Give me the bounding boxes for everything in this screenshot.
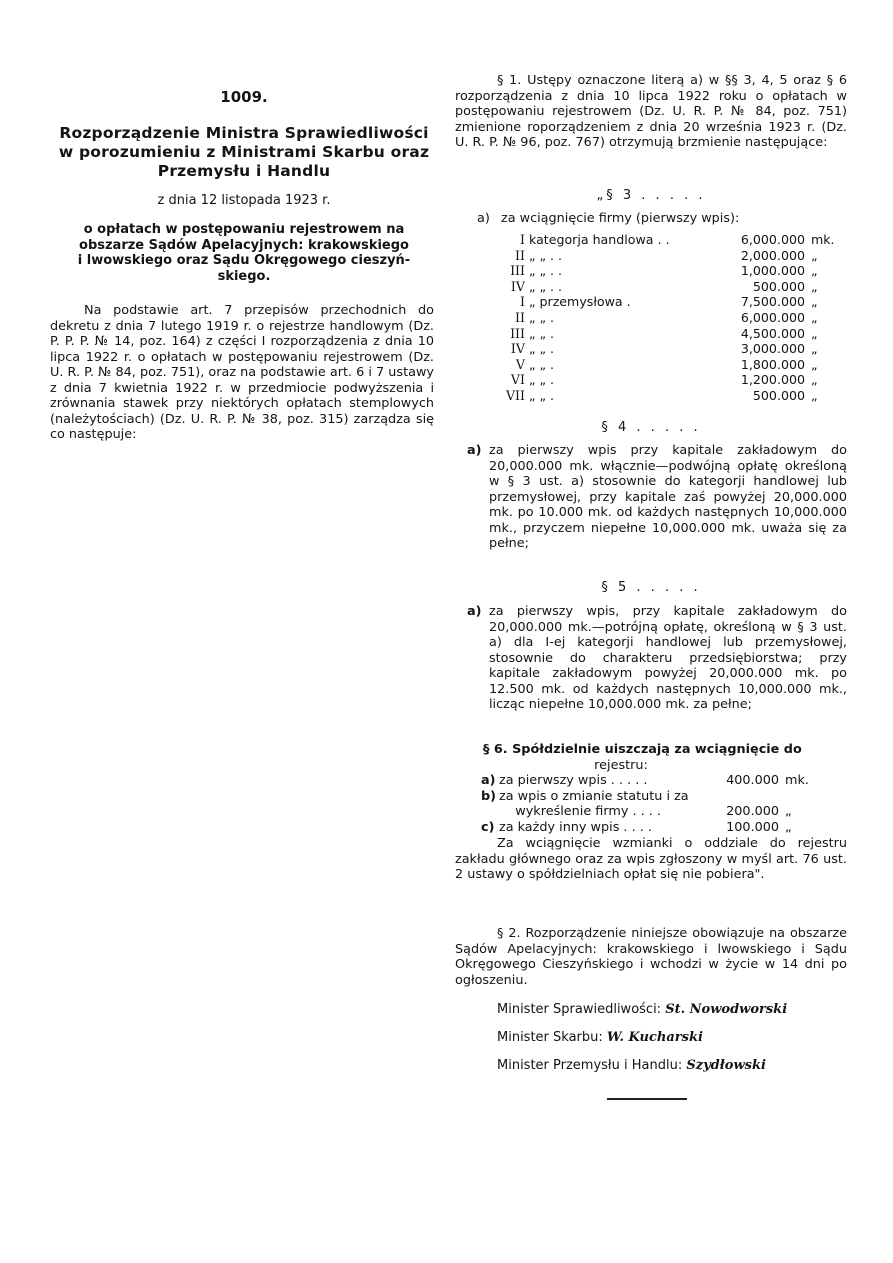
subject-line: o opłatach w postępowaniu rejestrowem na: [83, 222, 405, 237]
signature-role: Minister Sprawiedliwości:: [497, 1002, 662, 1017]
item-text: za pierwszy wpis przy kapitale zakładowym do 20,000.000 mk. włącznie—podwójną opłatę określoną w § 3 ust. a) stosownie do kategorji handlowej lub przemysłowej, przy kapitale zaś powyżej 20,000.000 mk. po 10.000 mk. od każdych następnych 10,000.000 mk., przyczem niepełne 10,000.000 mk. uważa się za pełne;: [489, 443, 847, 551]
title-line: Przemysłu i Handlu: [157, 162, 331, 180]
table-row: [491, 357, 847, 373]
section-6: [455, 742, 847, 883]
signature-line: [497, 1058, 766, 1073]
section-5-heading: § 5 . . . . .: [601, 580, 701, 595]
item-text: za każdy inny wpis . . . .: [499, 819, 652, 835]
item-label: a): [481, 773, 496, 788]
row-amount: 6,000.000: [740, 309, 805, 325]
row-category: „ „ .: [529, 372, 555, 388]
row-numeral: III: [510, 325, 525, 341]
row-numeral: III: [510, 263, 525, 279]
table-row: [491, 232, 847, 248]
item-label: c): [481, 819, 495, 835]
row-amount: 500.000: [752, 278, 805, 294]
row-unit: „: [811, 278, 818, 294]
row-unit: „: [811, 325, 818, 341]
row-category: „ „ . .: [529, 247, 563, 263]
section-4-heading: § 4 . . . . .: [601, 420, 701, 435]
row-unit: „: [811, 372, 818, 388]
row-amount: 6,000.000: [740, 232, 805, 247]
table-row: [491, 326, 847, 342]
row-category: „ przemysłowa .: [529, 294, 631, 310]
item-text: za wpis o zmianie statutu i za: [499, 788, 689, 804]
list-item: [455, 789, 847, 805]
section-4-item-a: [467, 443, 847, 552]
item-label: b): [481, 788, 497, 804]
subject-line: i lwowskiego oraz Sądu Okręgowego cieszyń-: [77, 253, 411, 268]
signature-name: W. Kucharski: [606, 1030, 703, 1045]
row-unit: „: [811, 341, 818, 357]
row-amount: 2,000.000: [740, 247, 805, 263]
subject-line: skiego.: [217, 268, 271, 284]
item-unit: „: [785, 804, 792, 820]
table-row: [491, 341, 847, 357]
row-unit: mk.: [811, 232, 835, 247]
section-6-title-cont: rejestru:: [594, 757, 648, 773]
row-unit: „: [811, 247, 818, 263]
table-row: [491, 279, 847, 295]
row-category: „ „ .: [529, 325, 555, 341]
item-label: a): [477, 211, 490, 226]
row-amount: 7,500.000: [740, 294, 805, 310]
row-numeral: VII: [505, 387, 525, 403]
section-6-title: § 6. Spółdzielnie uiszczają za wciągnięcie do: [483, 742, 802, 757]
row-unit: „: [811, 309, 818, 325]
signature-name: St. Nowodworski: [665, 1002, 788, 1017]
subject-line: obszarze Sądów Apelacyjnych: krakowskiego: [79, 237, 409, 253]
item-text: wykreślenie firmy . . . .: [499, 804, 661, 820]
document-number: 1009.: [220, 88, 268, 106]
row-amount: 3,000.000: [740, 341, 805, 357]
title-line: Rozporządzenie Ministra Sprawiedliwości: [59, 124, 429, 142]
item-unit: mk.: [785, 773, 809, 788]
title-line: w porozumieniu z Ministrami Skarbu oraz: [58, 143, 430, 161]
document-date: z dnia 12 listopada 1923 r.: [157, 193, 331, 208]
table-row: [491, 388, 847, 404]
section-3-item-a: [477, 211, 847, 227]
row-category: „ „ .: [529, 341, 555, 357]
row-category: „ „ .: [529, 356, 555, 372]
item-label: a): [467, 443, 482, 458]
list-item: [455, 804, 847, 820]
signature-line: [497, 1002, 787, 1017]
preamble-paragraph: Na podstawie art. 7 przepisów przechodnich do dekretu z dnia 7 lutego 1919 r. o rejestrze handlowym (Dz. P. P. P. № 14, poz. 164) z części I rozporządzenia z dnia 10 lipca 1922 r. o opłatach w postępowaniu rejestrowem (Dz. U. R. P. № 84, poz. 751), oraz na podstawie art. 6 i 7 ustawy z dnia 7 kwietnia 1922 r. w przedmiocie podwyższenia i zrównania stawek przy niektórych opłatach stemplowych (należytościach) (Dz. U. R. P. № 38, poz. 315) zarządza się co następuje:: [50, 303, 434, 442]
signature-role: Minister Skarbu:: [497, 1030, 603, 1045]
closing-rule: [607, 1098, 687, 1100]
row-numeral: IV: [510, 278, 525, 294]
item-amount: 400.000: [726, 773, 779, 788]
section-2-paragraph: § 2. Rozporządzenie niniejsze obowiązuje na obszarze Sądów Apelacyjnych: krakowskiego i lwowskiego i Sądu Okręgowego Cieszyńskiego i wchodzi w życie w 14 dni po ogłoszeniu.: [455, 926, 847, 988]
document-title: [50, 124, 438, 181]
table-row: [491, 263, 847, 279]
row-amount: 1,000.000: [740, 263, 805, 279]
item-text: za pierwszy wpis . . . . .: [499, 773, 648, 788]
row-numeral: IV: [510, 341, 525, 357]
row-amount: 1,200.000: [740, 372, 805, 388]
signature-name: Szydłowski: [686, 1058, 766, 1073]
row-numeral: V: [515, 356, 525, 372]
row-category: „ „ . .: [529, 278, 563, 294]
item-text: za wciągnięcie firmy (pierwszy wpis):: [501, 211, 740, 226]
row-category: kategorja handlowa . .: [529, 232, 670, 247]
table-row: [491, 248, 847, 264]
list-item: [455, 773, 847, 789]
row-amount: 500.000: [752, 387, 805, 403]
table-row: [491, 372, 847, 388]
row-numeral: II: [515, 247, 525, 263]
row-category: „ „ .: [529, 309, 555, 325]
item-amount: 100.000: [726, 819, 779, 835]
row-category: „ „ .: [529, 387, 555, 403]
row-unit: „: [811, 263, 818, 279]
table-row: [491, 294, 847, 310]
row-amount: 1,800.000: [740, 356, 805, 372]
section-3-heading: „§ 3 . . . . .: [596, 188, 706, 203]
document-subject: [50, 222, 438, 284]
signature-role: Minister Przemysłu i Handlu:: [497, 1058, 683, 1073]
row-unit: „: [811, 387, 818, 403]
row-unit: „: [811, 294, 818, 310]
row-numeral: I: [520, 294, 525, 310]
row-category: „ „ . .: [529, 263, 563, 279]
row-numeral: II: [515, 309, 525, 325]
item-text: za pierwszy wpis, przy kapitale zakładowym do 20,000.000 mk.—potrójną opłatę, określoną w § 3 ust. a) dla I-ej kategorji handlowej lub przemysłowej, stosownie do charakteru przedsiębiorstwa; przy kapitale zakładowym powyżej 20,000.000 mk. po 12.500 mk. od każdych następnych 10,000.000 mk., licząc niepełne 10,000.000 mk. za pełne;: [489, 604, 847, 712]
fee-table: [491, 232, 847, 404]
row-amount: 4,500.000: [740, 325, 805, 341]
item-amount: 200.000: [726, 804, 779, 820]
signature-line: [497, 1030, 703, 1045]
item-label: a): [467, 604, 482, 619]
section-6-note: Za wciągnięcie wzmianki o oddziale do rejestru zakładu głównego oraz za wpis zgłoszony w myśl art. 76 ust. 2 ustawy o spółdzielniach opłat się nie pobiera".: [455, 836, 847, 883]
list-item: [455, 820, 847, 836]
item-unit: „: [785, 819, 792, 835]
table-row: [491, 310, 847, 326]
section-1-paragraph: § 1. Ustępy oznaczone literą a) w §§ 3, 4, 5 oraz § 6 rozporządzenia z dnia 10 lipca 1922 roku o opłatach w postępowaniu rejestrowem (Dz. U. R. P. № 84, poz. 751) zmienione roporządzeniem z dnia 20 września 1923 r. (Dz. U. R. P. № 96, poz. 767) otrzymują brzmienie następujące:: [455, 73, 847, 150]
row-unit: „: [811, 356, 818, 372]
row-numeral: VI: [510, 372, 525, 388]
section-5-item-a: [467, 604, 847, 713]
row-numeral: I: [520, 232, 525, 247]
